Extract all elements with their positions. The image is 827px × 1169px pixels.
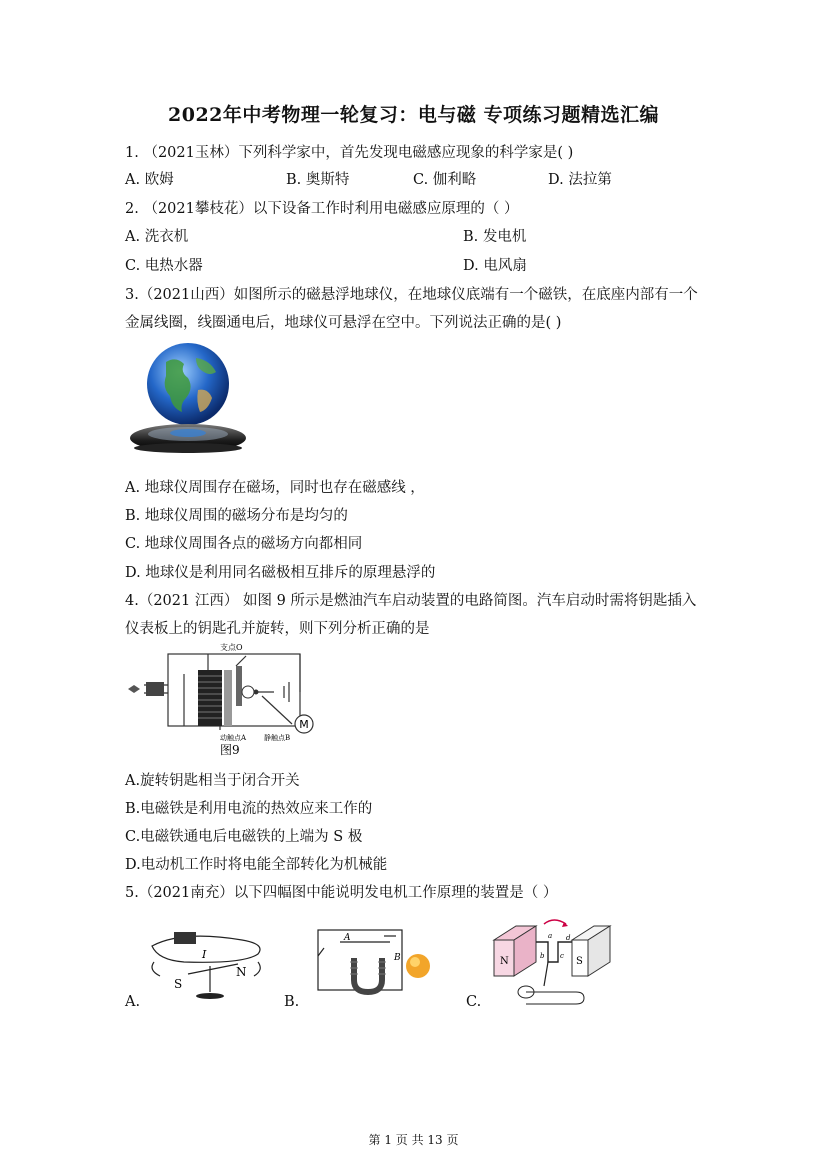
q3-option-d: D. 地球仪是利用同名磁极相互排斥的原理悬浮的 xyxy=(125,565,436,581)
moving-contact-label: 动触点A xyxy=(220,734,247,742)
figure-a-oersted xyxy=(140,918,280,1008)
q5-figure-b-label: B. xyxy=(284,994,300,1010)
fig-b-b-label: B xyxy=(394,953,401,963)
q1-option-d: D. 法拉第 xyxy=(548,172,612,188)
q2-option-d: D. 电风扇 xyxy=(463,258,527,274)
fig-a-s-label: S xyxy=(174,977,183,991)
q4-stem-line1: 4.（2021 江西） 如图 9 所示是燃油汽车启动装置的电路简图。汽车启动时需将钥匙插入 xyxy=(125,593,697,609)
q2-option-b: B. 发电机 xyxy=(463,229,527,245)
q4-option-b: B.电磁铁是利用电流的热效应来工作的 xyxy=(125,801,373,817)
q3-option-b: B. 地球仪周围的磁场分布是均匀的 xyxy=(125,508,348,524)
static-contact-label: 静触点B xyxy=(264,734,291,742)
q2-stem: 2. （2021攀枝花）以下设备工作时利用电磁感应原理的（ ） xyxy=(125,201,519,217)
q1-option-a: A. 欧姆 xyxy=(125,172,174,188)
figure-b-electromagnet xyxy=(300,918,440,1002)
fig-c-c-label: c xyxy=(560,952,564,960)
key-icon xyxy=(128,685,140,693)
fig-c-d-label: d xyxy=(566,934,571,942)
q3-option-a: A. 地球仪周围存在磁场，同时也存在磁感线 ， xyxy=(125,480,425,496)
q1-option-b: B. 奥斯特 xyxy=(286,172,350,188)
q3-stem-line1: 3.（2021山西）如图所示的磁悬浮地球仪，在地球仪底端有一个磁铁，在底座内部有一个 xyxy=(125,287,698,303)
fig-c-n-label: N xyxy=(500,956,509,967)
fig-a-i-label: I xyxy=(202,948,207,961)
q4-stem-line2: 仪表板上的钥匙孔并旋转，则下列分析正确的是 xyxy=(125,621,430,637)
figure-9-caption: 图9 xyxy=(220,743,240,756)
fig-a-n-label: N xyxy=(236,965,247,979)
q3-stem-line2: 金属线圈，线圈通电后，地球仪可悬浮在空中。下列说法正确的是( ) xyxy=(125,315,562,331)
q5-stem: 5.（2021南充）以下四幅图中能说明发电机工作原理的装置是（ ） xyxy=(125,885,558,901)
fig-c-a-label: a xyxy=(548,932,553,940)
q1-option-c: C. 伽利略 xyxy=(413,172,477,188)
maglev-globe-figure xyxy=(126,340,250,462)
page-footer: 第 1 页 共 13 页 xyxy=(368,1133,459,1147)
page-title: 2022年中考物理一轮复习：电与磁 专项练习题精选汇编 xyxy=(168,104,659,126)
figure-c-generator xyxy=(486,912,616,1008)
q5-figure-c-label: C. xyxy=(466,994,482,1010)
q2-option-a: A. 洗衣机 xyxy=(125,229,189,245)
q4-option-c: C.电磁铁通电后电磁铁的上端为 S 极 xyxy=(125,829,363,845)
fig-c-b-label: b xyxy=(540,952,545,960)
q2-option-c: C. 电热水器 xyxy=(125,258,203,274)
fig-c-s-label: S xyxy=(576,956,583,967)
car-starter-circuit-figure xyxy=(124,640,330,756)
motor-label: M xyxy=(299,718,309,731)
q5-figure-a-label: A. xyxy=(125,994,141,1010)
q1-stem: 1. （2021玉林）下列科学家中，首先发现电磁感应现象的科学家是( ) xyxy=(125,145,574,161)
q4-option-a: A.旋转钥匙相当于闭合开关 xyxy=(125,773,300,789)
q4-option-d: D.电动机工作时将电能全部转化为机械能 xyxy=(125,857,388,873)
pivot-label: 支点O xyxy=(220,643,243,652)
fig-b-a-label: A xyxy=(344,933,351,943)
q3-option-c: C. 地球仪周围各点的磁场方向都相同 xyxy=(125,536,363,552)
